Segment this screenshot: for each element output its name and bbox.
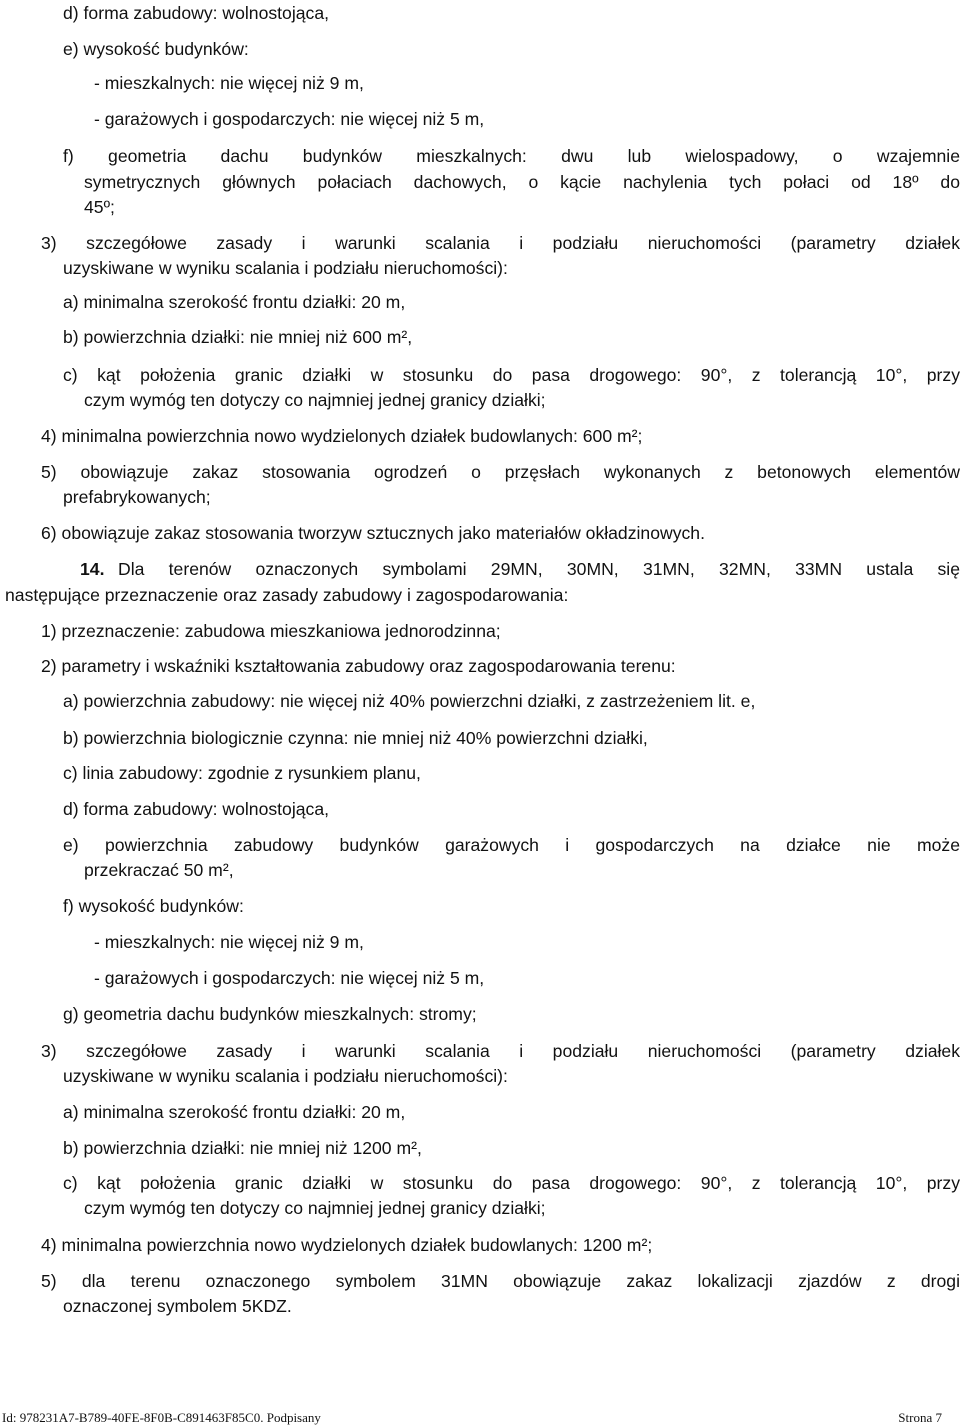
text-line: następujące przeznaczenie oraz zasady zabudowy i zagospodarowania: [5, 585, 569, 605]
text-line: b) powierzchnia biologicznie czynna: nie mniej niż 40% powierzchni działki, [63, 728, 648, 748]
text-line: 3) szczegółowe zasady i warunki scalania i podziału nieruchomości (parametry działek [41, 1041, 960, 1061]
text-line: f) wysokość budynków: [63, 896, 244, 916]
text-line: b) powierzchnia działki: nie mniej niż 1200 m², [63, 1138, 422, 1158]
text-line: Dla terenów oznaczonych symbolami 29MN, 30MN, 31MN, 32MN, 33MN ustala się [118, 559, 960, 579]
text-line: - garażowych i gospodarczych: nie więcej niż 5 m, [94, 968, 485, 988]
text-line: przekraczać 50 m², [84, 860, 234, 880]
text-line: c) linia zabudowy: zgodnie z rysunkiem planu, [63, 763, 421, 783]
text-line: uzyskiwane w wyniku scalania i podziału nieruchomości): [63, 1066, 508, 1086]
text-line: a) minimalna szerokość frontu działki: 20 m, [63, 292, 406, 312]
text-line: f) geometria dachu budynków mieszkalnych: dwu lub wielospadowy, o wzajemnie [63, 146, 960, 166]
text-line: - mieszkalnych: nie więcej niż 9 m, [94, 932, 364, 952]
text-line: e) powierzchnia zabudowy budynków garażowych i gospodarczych na działce nie może [63, 835, 960, 855]
footer-page-number: Strona 7 [898, 1410, 942, 1425]
text-line: c) kąt położenia granic działki w stosunku do pasa drogowego: 90°, z tolerancją 10°, przy [63, 1173, 960, 1193]
text-line: 6) obowiązuje zakaz stosowania tworzyw sztucznych jako materiałów okładzinowych. [41, 523, 705, 543]
text-line: 45º; [84, 197, 115, 217]
footer-id: Id: 978231A7-B789-40FE-8F0B-C891463F85C0. Podpisany [2, 1410, 321, 1425]
text-line: 2) parametry i wskaźniki kształtowania zabudowy oraz zagospodarowania terenu: [41, 656, 676, 676]
section-number: 14. [80, 559, 105, 579]
text-line: - mieszkalnych: nie więcej niż 9 m, [94, 73, 364, 93]
text-line: a) minimalna szerokość frontu działki: 20 m, [63, 1102, 406, 1122]
text-line: a) powierzchnia zabudowy: nie więcej niż 40% powierzchni działki, z zastrzeżeniem lit. e, [63, 691, 756, 711]
text-line: symetrycznych głównych połaciach dachowych, o kącie nachylenia tych połaci od 18º do [84, 172, 960, 192]
text-line: 4) minimalna powierzchnia nowo wydzielonych działek budowlanych: 1200 m²; [41, 1235, 653, 1255]
text-line: prefabrykowanych; [63, 487, 211, 507]
text-line: uzyskiwane w wyniku scalania i podziału nieruchomości): [63, 258, 508, 278]
text-line: 5) obowiązuje zakaz stosowania ogrodzeń o przęsłach wykonanych z betonowych elementów [41, 462, 960, 482]
text-line: 5) dla terenu oznaczonego symbolem 31MN obowiązuje zakaz lokalizacji zjazdów z drogi [41, 1271, 960, 1291]
text-line: g) geometria dachu budynków mieszkalnych: stromy; [63, 1004, 477, 1024]
text-line: 1) przeznaczenie: zabudowa mieszkaniowa jednorodzinna; [41, 621, 501, 641]
text-line: e) wysokość budynków: [63, 39, 249, 59]
text-line: c) kąt położenia granic działki w stosunku do pasa drogowego: 90°, z tolerancją 10°, przy [63, 365, 960, 385]
text-line: 3) szczegółowe zasady i warunki scalania i podziału nieruchomości (parametry działek [41, 233, 960, 253]
text-line: d) forma zabudowy: wolnostojąca, [63, 3, 329, 23]
text-line: oznaczonej symbolem 5KDZ. [63, 1296, 292, 1316]
text-line: b) powierzchnia działki: nie mniej niż 600 m², [63, 327, 413, 347]
text-line: czym wymóg ten dotyczy co najmniej jednej granicy działki; [84, 390, 546, 410]
text-line: - garażowych i gospodarczych: nie więcej niż 5 m, [94, 109, 485, 129]
text-line: d) forma zabudowy: wolnostojąca, [63, 799, 329, 819]
text-line: 4) minimalna powierzchnia nowo wydzielonych działek budowlanych: 600 m²; [41, 426, 643, 446]
text-line: czym wymóg ten dotyczy co najmniej jednej granicy działki; [84, 1198, 546, 1218]
